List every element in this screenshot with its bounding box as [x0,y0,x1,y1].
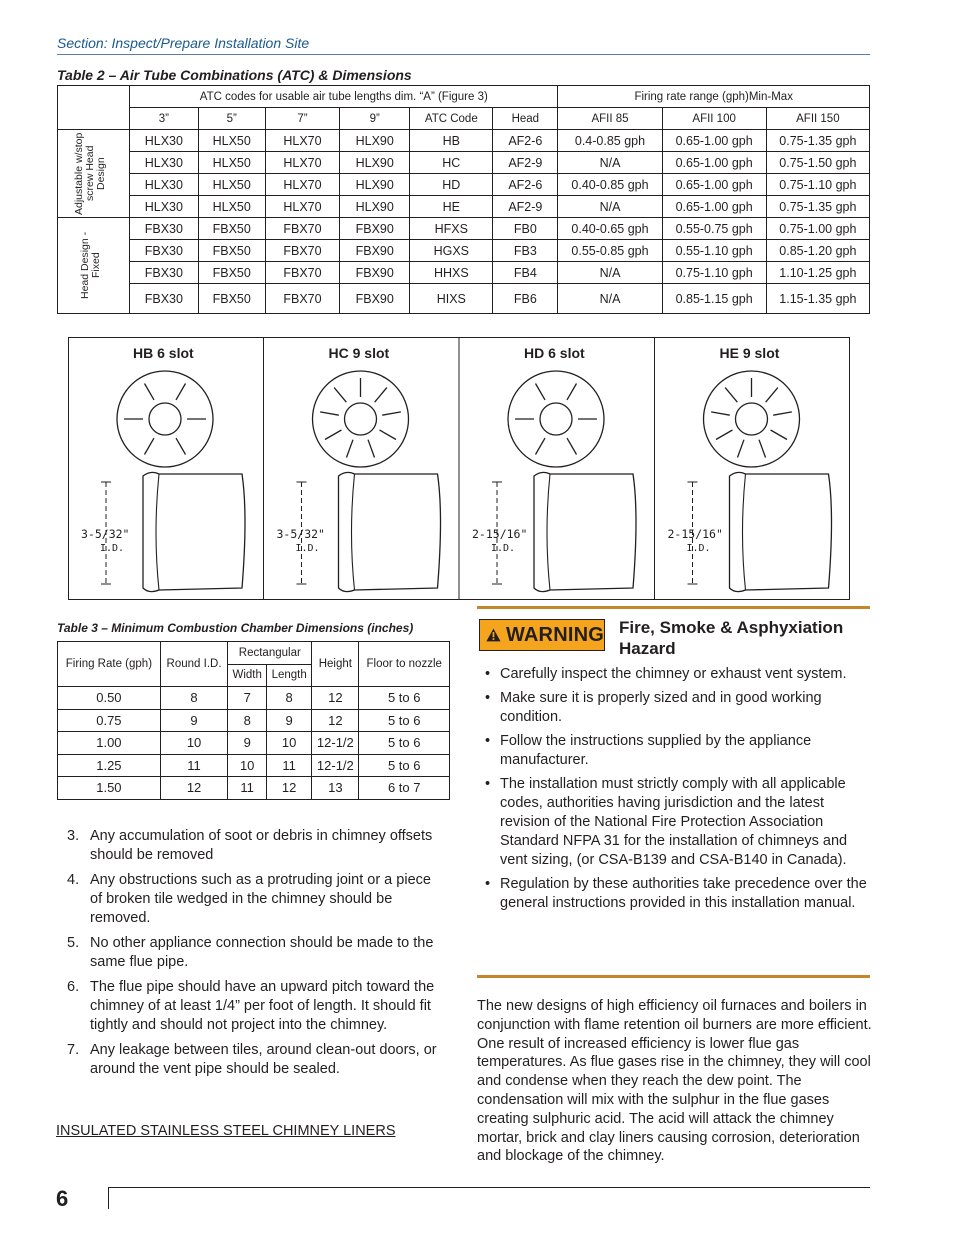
table-row [58,152,870,174]
table-cell: 5 to 6 [359,732,450,755]
table-cell: 0.65-1.00 gph [662,174,766,196]
table-row [58,218,870,240]
atc-column-header: 3” [130,108,198,130]
dimension-label: 2-15/16" [472,527,528,541]
atc-column-header: 7” [265,108,339,130]
table-cell: HFXS [410,218,493,240]
slot-line [759,440,765,458]
table-cell: 0.75 [58,709,161,732]
tube-outline [339,472,441,591]
table-cell: 0.75-1.35 gph [766,196,869,218]
slot-line [725,388,737,403]
table-cell: 8 [267,687,312,710]
table-cell: FBX90 [340,240,410,262]
table-cell: HLX50 [198,152,265,174]
section-title: Section: Inspect/Prepare Installation Site [57,35,310,51]
table-cell: HLX50 [198,174,265,196]
table-cell: 0.85-1.15 gph [662,284,766,314]
bullet-text: The installation must strictly comply with all applicable codes, authorities having jurisdiction and the latest revision of the National Fire Protection Association Standard NFPA 31 for the installation of chimneys and vent sizing, (or CSA-B139 and CSA-B140 in Canada). [500,776,848,868]
table-cell: HIXS [410,284,493,314]
bullet-dot: • [485,876,491,892]
id-label: I.D. [491,543,516,554]
table-cell: HLX70 [265,152,339,174]
table-cell: 10 [160,732,228,755]
step-text: Any obstructions such as a protruding joint or a piece of broken tile wedged in the chimney should be removed. [90,872,431,926]
slot-line [567,438,577,454]
table-cell: 0.75-1.35 gph [766,130,869,152]
slot-line [346,440,352,458]
table-cell: FBX70 [265,284,339,314]
table-cell: HLX70 [265,174,339,196]
table-cell: 12-1/2 [312,754,359,777]
list-item [67,871,447,928]
atc-column-header: 9” [340,108,410,130]
slot-line [368,440,374,458]
table-row [58,709,450,732]
step-number: 3. [67,828,80,844]
slot-line [145,383,155,399]
head-inner-circle [345,403,377,435]
step-text: Any leakage between tiles, around clean-out doors, or around the vent pipe should be sealed. [90,1042,437,1077]
body-paragraph: The new designs of high efficiency oil furnaces and boilers in conjunction with flame retention oil burners are more efficient. One result of increased efficiency is lower flue gas temperatures. As flue gases rise in the chimney, they will cool and condense when they reach the dew point. The condensation will mix with the sulphur in the flue gases creating sulphuric acid. The acid will attack the chimney mortar, brick and clay liners causing corrosion, deterioration and blockage of the chimney. [477,998,872,1165]
panel-title: HB 6 slot [133,345,194,361]
bullet-text: Make sure it is properly sized and in good working condition. [500,690,822,725]
atc-column-header: Head [493,108,558,130]
slot-line [375,388,387,403]
list-item [482,732,870,770]
table-cell: FBX50 [198,218,265,240]
table-row [58,130,870,152]
table-cell: 0.55-1.10 gph [662,240,766,262]
slot-line [536,383,546,399]
warning-bullets [482,665,870,918]
bullet-dot: • [485,666,491,682]
list-item [482,665,870,684]
table-cell: FBX50 [198,284,265,314]
atc-column-header: AFII 85 [558,108,662,130]
table-cell: HE [410,196,493,218]
subheading-chimney-liners: INSULATED STAINLESS STEEL CHIMNEY LINERS [56,1123,396,1139]
table-row [58,174,870,196]
table-cell: N/A [558,284,662,314]
table-cell: HD [410,174,493,196]
table-cell: FBX30 [130,218,198,240]
table-cell: 1.50 [58,777,161,800]
warning-title: Fire, Smoke & Asphyxiation Hazard [619,618,844,658]
table-cell: FB3 [493,240,558,262]
table-cell: 1.25 [58,754,161,777]
table-cell: HLX70 [265,130,339,152]
table-cell: FBX30 [130,240,198,262]
table-cell: FBX70 [265,240,339,262]
table-cell: HLX70 [265,196,339,218]
table-cell: 0.65-1.00 gph [662,130,766,152]
table-row [58,754,450,777]
table-cell: 0.55-0.75 gph [662,218,766,240]
table-cell: 9 [267,709,312,732]
table-cell: 0.75-1.50 gph [766,152,869,174]
step-text: Any accumulation of soot or debris in chimney offsets should be removed [90,828,433,863]
table-cell: 7 [228,687,267,710]
atc-column-header: AFII 100 [662,108,766,130]
table-cell: FBX50 [198,262,265,284]
tube-edge [547,474,550,590]
table-cell: 8 [160,687,228,710]
group-adjustable-label [58,130,130,218]
table-cell: 5 to 6 [359,754,450,777]
table-cell: 11 [228,777,267,800]
col-width: Width [228,664,267,687]
panel-title: HE 9 slot [719,345,780,361]
table-cell: HLX90 [340,130,410,152]
slot-line [766,388,778,403]
table-cell: AF2-9 [493,196,558,218]
table-cell: 1.10-1.25 gph [766,262,869,284]
table-row [58,777,450,800]
table-cell: 5 to 6 [359,687,450,710]
atc-column-header: ATC Code [410,108,493,130]
list-item [67,978,447,1035]
footer-divider [108,1187,109,1209]
slot-line [716,430,732,440]
col-floor-to-nozzle: Floor to nozzle [359,642,450,687]
dimension-label: 3-5/32" [81,527,130,541]
table-cell: 0.75-1.10 gph [662,262,766,284]
panel-1 [81,345,245,592]
dimension-label: 2-15/16" [667,527,723,541]
slot-line [320,412,339,415]
head-inner-circle [540,403,572,435]
head-inner-circle [149,403,181,435]
bullet-text: Carefully inspect the chimney or exhaust vent system. [500,666,847,682]
list-item [482,875,870,913]
slot-line [711,412,730,415]
table-cell: AF2-9 [493,152,558,174]
panel-4 [668,345,832,592]
step-number: 5. [67,935,80,951]
table-cell: 0.75-1.10 gph [766,174,869,196]
footer-rule [108,1187,870,1188]
table-cell: 13 [312,777,359,800]
warning-bottom-rule [477,975,870,978]
table-cell: HLX30 [130,152,198,174]
table-cell: 12 [160,777,228,800]
table-cell: N/A [558,196,662,218]
atc-table [57,85,870,314]
table-cell: 9 [228,732,267,755]
table-cell: HLX50 [198,130,265,152]
slot-line [176,383,186,399]
slot-line [567,383,577,399]
combustion-chamber-table [57,641,450,800]
table-cell: 0.4-0.85 gph [558,130,662,152]
table-cell: 5 to 6 [359,709,450,732]
slot-line [334,388,346,403]
table-cell: 1.15-1.35 gph [766,284,869,314]
table3-caption: Table 3 – Minimum Combustion Chamber Dimensions (inches) [57,621,414,635]
table-cell: FBX30 [130,284,198,314]
slot-line [773,412,792,415]
bullet-dot: • [485,733,491,749]
table-cell: 12 [312,709,359,732]
steps-list [67,827,447,1085]
table-cell: FB6 [493,284,558,314]
table-cell: FBX30 [130,262,198,284]
table-cell: 11 [160,754,228,777]
list-item [67,1041,447,1079]
slot-line [380,430,396,440]
table-cell: N/A [558,262,662,284]
table-cell: 0.85-1.20 gph [766,240,869,262]
table-row [58,262,870,284]
table-cell: HLX90 [340,174,410,196]
tube-outline [143,472,245,591]
table-cell: 0.40-0.85 gph [558,174,662,196]
table-cell: HLX90 [340,196,410,218]
bullet-dot: • [485,690,491,706]
table-cell: N/A [558,152,662,174]
table-row [58,240,870,262]
table-cell: AF2-6 [493,174,558,196]
id-label: I.D. [686,543,711,554]
id-label: I.D. [295,543,320,554]
slot-line [771,430,787,440]
slot-line [536,438,546,454]
table-row [58,284,870,314]
col-rectangular: Rectangular [228,642,312,665]
table-cell: FB4 [493,262,558,284]
table-cell: HLX50 [198,196,265,218]
id-label: I.D. [100,543,125,554]
col-round-id: Round I.D. [160,642,228,687]
step-number: 6. [67,979,80,995]
panel-title: HD 6 slot [524,345,585,361]
table-cell: FBX90 [340,284,410,314]
table-cell: 1.00 [58,732,161,755]
panel-3 [472,345,636,592]
table-cell: 0.65-1.00 gph [662,152,766,174]
table-cell: HHXS [410,262,493,284]
table-row [58,687,450,710]
warning-top-rule [477,606,870,609]
bullet-dot: • [485,776,491,792]
table-cell: HLX30 [130,130,198,152]
tube-edge [156,474,159,590]
firing-group-header: Firing rate range (gph)Min-Max [558,86,870,108]
table-cell: FB0 [493,218,558,240]
table-cell: FBX70 [265,262,339,284]
step-number: 7. [67,1042,80,1058]
atc-column-header: AFII 150 [766,108,869,130]
slot-line [382,412,401,415]
slot-line [176,438,186,454]
table-cell: 12 [267,777,312,800]
step-number: 4. [67,872,80,888]
table-cell: 11 [267,754,312,777]
table-cell: FBX70 [265,218,339,240]
bullet-text: Follow the instructions supplied by the appliance manufacturer. [500,733,812,768]
tube-outline [730,472,832,591]
table-cell: 12 [312,687,359,710]
table-cell: FBX90 [340,218,410,240]
panel-2 [277,345,441,592]
warning-badge-label: WARNING [505,623,604,646]
panel-title: HC 9 slot [328,345,390,361]
col-height: Height [312,642,359,687]
list-item [67,827,447,865]
head-inner-circle [736,403,768,435]
table-cell: 8 [228,709,267,732]
table-cell: 0.50 [58,687,161,710]
list-item [67,934,447,972]
table-cell: HLX30 [130,196,198,218]
vertical-group-text: Head Design - Fixed [78,231,102,300]
table-cell: 0.75-1.00 gph [766,218,869,240]
atc-column-header: 5” [198,108,265,130]
table-cell: HLX90 [340,152,410,174]
warning-triangle-icon [486,626,501,644]
tube-edge [352,474,355,590]
table-cell: 0.55-0.85 gph [558,240,662,262]
dimension-label: 3-5/32" [276,527,325,541]
tube-edge [743,474,746,590]
table-cell: FBX50 [198,240,265,262]
table-cell: 12-1/2 [312,732,359,755]
atc-corner-cell [58,86,130,130]
group-fixed-label [58,218,130,314]
slot-line [737,440,743,458]
list-item [482,775,870,870]
table-cell: 10 [228,754,267,777]
table-cell: 0.40-0.65 gph [558,218,662,240]
slot-line [145,438,155,454]
table-row [58,196,870,218]
page-number: 6 [56,1186,69,1211]
table-cell: HGXS [410,240,493,262]
table-cell: 9 [160,709,228,732]
tube-outline [534,472,636,591]
table-cell: 10 [267,732,312,755]
bullet-text: Regulation by these authorities take precedence over the general instructions provided in this installation manual. [500,876,867,911]
col-firing-rate: Firing Rate (gph) [58,642,161,687]
table-cell: HLX30 [130,174,198,196]
warning-badge [479,619,605,651]
vertical-group-text: Adjustable w/stop screw Head Design [72,132,107,215]
table-cell: 6 to 7 [359,777,450,800]
col-length: Length [267,664,312,687]
table-cell: HC [410,152,493,174]
table-cell: FBX90 [340,262,410,284]
table-cell: 0.65-1.00 gph [662,196,766,218]
header-rule [57,54,870,55]
table-cell: AF2-6 [493,130,558,152]
step-text: No other appliance connection should be made to the same flue pipe. [90,935,434,970]
list-item [482,689,870,727]
table-cell: HB [410,130,493,152]
air-tube-head-diagram [68,337,850,600]
step-text: The flue pipe should have an upward pitch toward the chimney of at least 1/4” per foot of length. It should fit tightly and should not project into the chimney. [90,979,435,1033]
table2-caption: Table 2 – Air Tube Combinations (ATC) & Dimensions [57,67,412,83]
table-row [58,732,450,755]
atc-group-header: ATC codes for usable air tube lengths dim. “A” (Figure 3) [130,86,558,108]
slot-line [325,430,341,440]
